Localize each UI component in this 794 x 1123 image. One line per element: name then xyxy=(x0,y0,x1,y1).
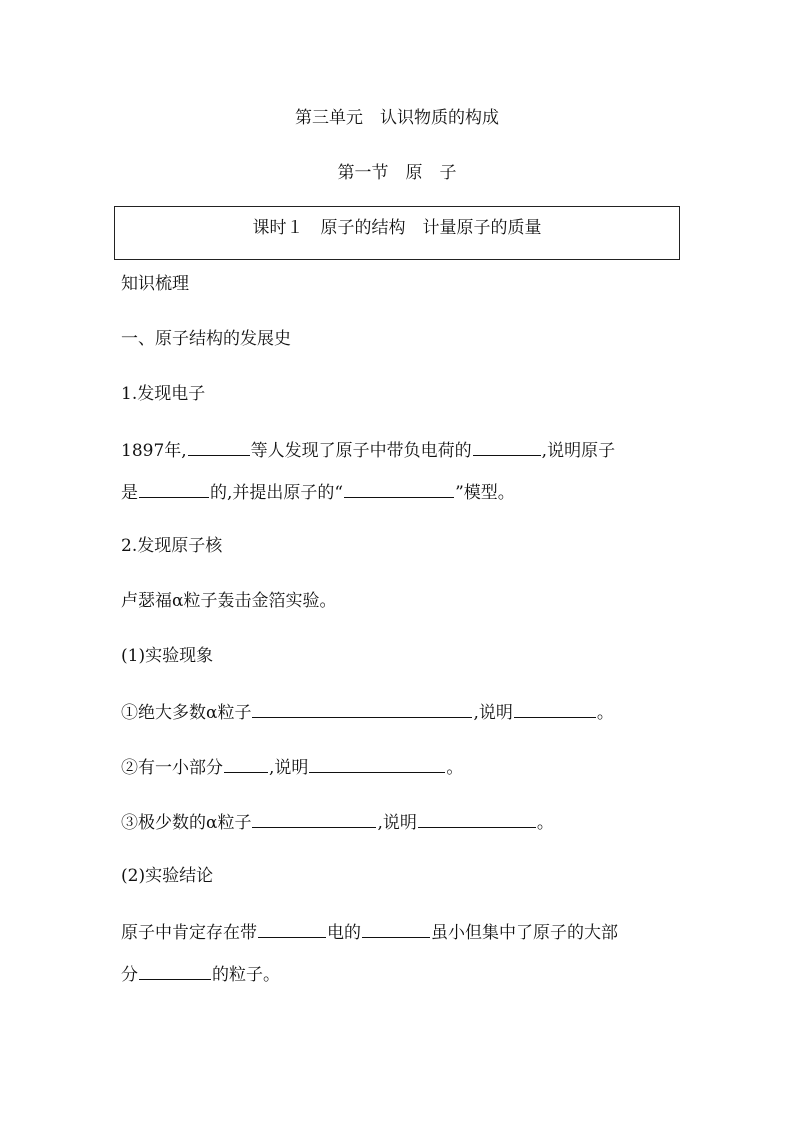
blank-5[interactable] xyxy=(252,700,472,718)
concl2-text-b: 的粒子。 xyxy=(212,965,280,985)
item3-text-c: 。 xyxy=(536,813,554,833)
paragraph-2 xyxy=(121,480,515,504)
blank-4[interactable] xyxy=(344,480,454,498)
blank-7[interactable] xyxy=(224,755,268,773)
item1-text-b: ,说明 xyxy=(473,703,513,723)
paragraph-1 xyxy=(121,438,615,462)
blank-13[interactable] xyxy=(139,962,211,980)
item3-text-a: ③极少数的α粒子 xyxy=(121,813,252,833)
blank-8[interactable] xyxy=(309,755,445,773)
blank-12[interactable] xyxy=(362,920,430,938)
blank-6[interactable] xyxy=(514,700,596,718)
item2-text-a: ②有一小部分 xyxy=(121,758,223,778)
item-1 xyxy=(121,700,614,724)
item2-text-b: ,说明 xyxy=(269,758,309,778)
blank-3[interactable] xyxy=(139,480,209,498)
conclusion-line-2 xyxy=(121,962,280,986)
p1-text-b: 等人发现了原子中带负电荷的 xyxy=(250,441,472,461)
concl-text-a: 原子中肯定存在带 xyxy=(121,923,257,943)
concl-text-b: 电的 xyxy=(327,923,361,943)
concl2-text-a: 分 xyxy=(121,965,138,985)
rutherford-experiment: 卢瑟福α粒子轰击金箔实验。 xyxy=(121,591,337,611)
exp-conclusion-heading: (2)实验结论 xyxy=(121,866,214,886)
blank-1[interactable] xyxy=(188,438,250,456)
lesson-title-box xyxy=(114,206,680,260)
conclusion-line-1 xyxy=(121,920,618,944)
knowledge-heading: 知识梳理 xyxy=(121,274,189,294)
blank-9[interactable] xyxy=(252,810,376,828)
p1-text-a: 1897年, xyxy=(121,441,187,461)
blank-2[interactable] xyxy=(473,438,541,456)
p2-text-b: 的,并提出原子的“ xyxy=(210,483,344,503)
sub1-heading: 1.发现电子 xyxy=(121,384,206,404)
part1-heading: 一、原子结构的发展史 xyxy=(121,329,291,349)
p2-text-c: ”模型。 xyxy=(455,483,515,503)
sub2-heading: 2.发现原子核 xyxy=(121,536,223,556)
blank-11[interactable] xyxy=(258,920,326,938)
blank-10[interactable] xyxy=(418,810,536,828)
exp-phenomenon-heading: (1)实验现象 xyxy=(121,646,214,666)
section-title: 第一节 原 子 xyxy=(337,163,457,183)
item-2 xyxy=(121,755,463,779)
item2-text-c: 。 xyxy=(446,758,464,778)
p2-text-a: 是 xyxy=(121,483,138,503)
concl-text-c: 虽小但集中了原子的大部 xyxy=(431,923,618,943)
item3-text-b: ,说明 xyxy=(377,813,417,833)
item1-text-a: ①绝大多数α粒子 xyxy=(121,703,252,723)
p1-text-c: ,说明原子 xyxy=(541,441,616,461)
lesson-title: 课时１ 原子的结构 计量原子的质量 xyxy=(252,218,542,238)
unit-title: 第三单元 认识物质的构成 xyxy=(295,108,499,128)
item1-text-c: 。 xyxy=(596,703,614,723)
item-3 xyxy=(121,810,554,834)
